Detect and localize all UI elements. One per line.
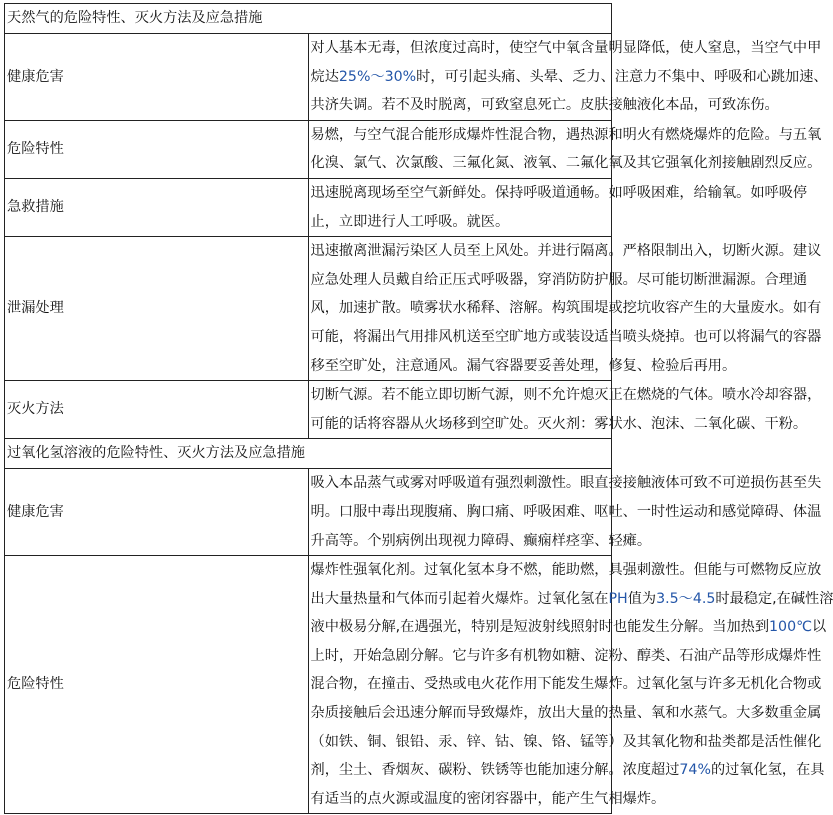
content-line: 共济失调。若不及时脱离，可致窒息死亡。皮肤接触液化本品，可致冻伤。 bbox=[310, 97, 779, 114]
table-row bbox=[5, 34, 612, 121]
row-content bbox=[308, 381, 822, 439]
content-line: 止，立即进行人工呼吸。就医。 bbox=[310, 213, 510, 230]
content-line: 明。口服中毒出现腹痛、胸口痛、呼吸困难、呕吐、一时性运动和感觉障碍、体温 bbox=[310, 503, 822, 520]
content-line: 爆炸性强氧化剂。过氧化氢本身不燃，能助燃，具强刺激性。但能与可燃物反应放 bbox=[310, 562, 822, 579]
content-line: 升高等。个别病例出现视力障碍、癫痫样痉挛、轻瘫。 bbox=[310, 532, 652, 549]
row-content bbox=[308, 34, 828, 121]
content-line: 应急处理人员戴自给正压式呼吸器，穿消防防护服。尽可能切断泄漏源。合理通 bbox=[310, 271, 808, 288]
hazard-table bbox=[4, 3, 833, 814]
row-content bbox=[308, 469, 822, 556]
row-label: 健康危害 bbox=[5, 469, 309, 556]
content-line: 可能的话将容器从火场移到空旷处。灭火剂：雾状水、泡沫、二氧化碳、干粉。 bbox=[310, 415, 808, 432]
row-content bbox=[308, 120, 822, 178]
content-line: 迅速撤离泄漏污染区人员至上风处。并进行隔离。严格限制出入，切断火源。建议 bbox=[310, 243, 822, 260]
table-row bbox=[5, 556, 612, 814]
content-line: 迅速脱离现场至空气新鲜处。保持呼吸道通畅。如呼吸困难，给输氧。如呼吸停 bbox=[310, 184, 808, 201]
content-line: 对人基本无毒，但浓度过高时，使空气中氧含量明显降低，使人窒息，当空气中甲 bbox=[310, 40, 822, 56]
content-line: 剂，尘土、香烟灰、碳粉、铁锈等也能加速分解。浓度超过74%的过氧化氢，在具 bbox=[310, 762, 825, 779]
content-line: 杂质接触后会迅速分解而导致爆炸，放出大量的热量、氧和水蒸气。大多数重金属 bbox=[310, 705, 822, 722]
content-line: （如铁、铜、银铅、汞、锌、钴、镍、铬、锰等）及其氧化物和盐类都是活性催化 bbox=[310, 733, 822, 750]
row-content bbox=[308, 556, 833, 814]
section-title-row bbox=[5, 439, 612, 469]
table-row bbox=[5, 381, 612, 439]
section-title-row bbox=[5, 4, 612, 34]
row-label: 危险特性 bbox=[5, 556, 309, 814]
table-row bbox=[5, 120, 612, 178]
content-line: 上时，开始急剧分解。它与许多有机物如糖、淀粉、醇类、石油产品等形成爆炸性 bbox=[310, 647, 822, 664]
table-row bbox=[5, 178, 612, 236]
content-line: 风，加速扩散。喷雾状水稀释、溶解。构筑围堤或挖坑收容产生的大量废水。如有 bbox=[310, 300, 822, 317]
content-line: 混合物，在撞击、受热或电火花作用下能发生爆炸。过氧化氢与许多无机化合物或 bbox=[310, 676, 822, 693]
row-label: 健康危害 bbox=[5, 34, 309, 121]
table-row bbox=[5, 237, 612, 381]
row-label: 灭火方法 bbox=[5, 381, 309, 439]
section-title: 天然气的危险特性、灭火方法及应急措施 bbox=[5, 4, 612, 34]
content-line: 烷达25%～30%时，可引起头痛、头晕、乏力、注意力不集中、呼吸和心跳加速、 bbox=[310, 68, 828, 85]
section-title: 过氧化氢溶液的危险特性、灭火方法及应急措施 bbox=[5, 439, 612, 469]
content-line: 切断气源。若不能立即切断气源，则不允许熄灭正在燃烧的气体。喷水冷却容器， bbox=[310, 387, 822, 404]
content-line: 吸入本品蒸气或雾对呼吸道有强烈刺激性。眼直接接触液体可致不可逆损伤甚至失 bbox=[310, 475, 822, 492]
content-line: 易燃，与空气混合能形成爆炸性混合物，遇热源和明火有燃烧爆炸的危险。与五氧 bbox=[310, 126, 822, 143]
row-label: 急救措施 bbox=[5, 178, 309, 236]
row-label: 泄漏处理 bbox=[5, 237, 309, 381]
content-line: 有适当的点火源或温度的密闭容器中，能产生气相爆炸。 bbox=[310, 790, 666, 807]
table-row bbox=[5, 469, 612, 556]
content-line: 可能，将漏出气用排风机送至空旷地方或装设适当喷头烧掉。也可以将漏气的容器 bbox=[310, 328, 822, 345]
content-line: 出大量热量和气体而引起着火爆炸。过氧化氢在PH值为3.5～4.5时最稳定,在碱性溶 bbox=[310, 590, 833, 607]
content-line: 液中极易分解,在遇强光，特别是短波射线照射时也能发生分解。当加热到100℃以 bbox=[310, 619, 827, 636]
content-line: 移至空旷处，注意通风。漏气容器要妥善处理，修复、检验后再用。 bbox=[310, 357, 737, 374]
content-line: 化溴、氯气、次氯酸、三氟化氮、液氧、二氟化氧及其它强氧化剂接触剧烈反应。 bbox=[310, 155, 822, 172]
row-content bbox=[308, 237, 822, 381]
row-content bbox=[308, 178, 808, 236]
row-label: 危险特性 bbox=[5, 120, 309, 178]
